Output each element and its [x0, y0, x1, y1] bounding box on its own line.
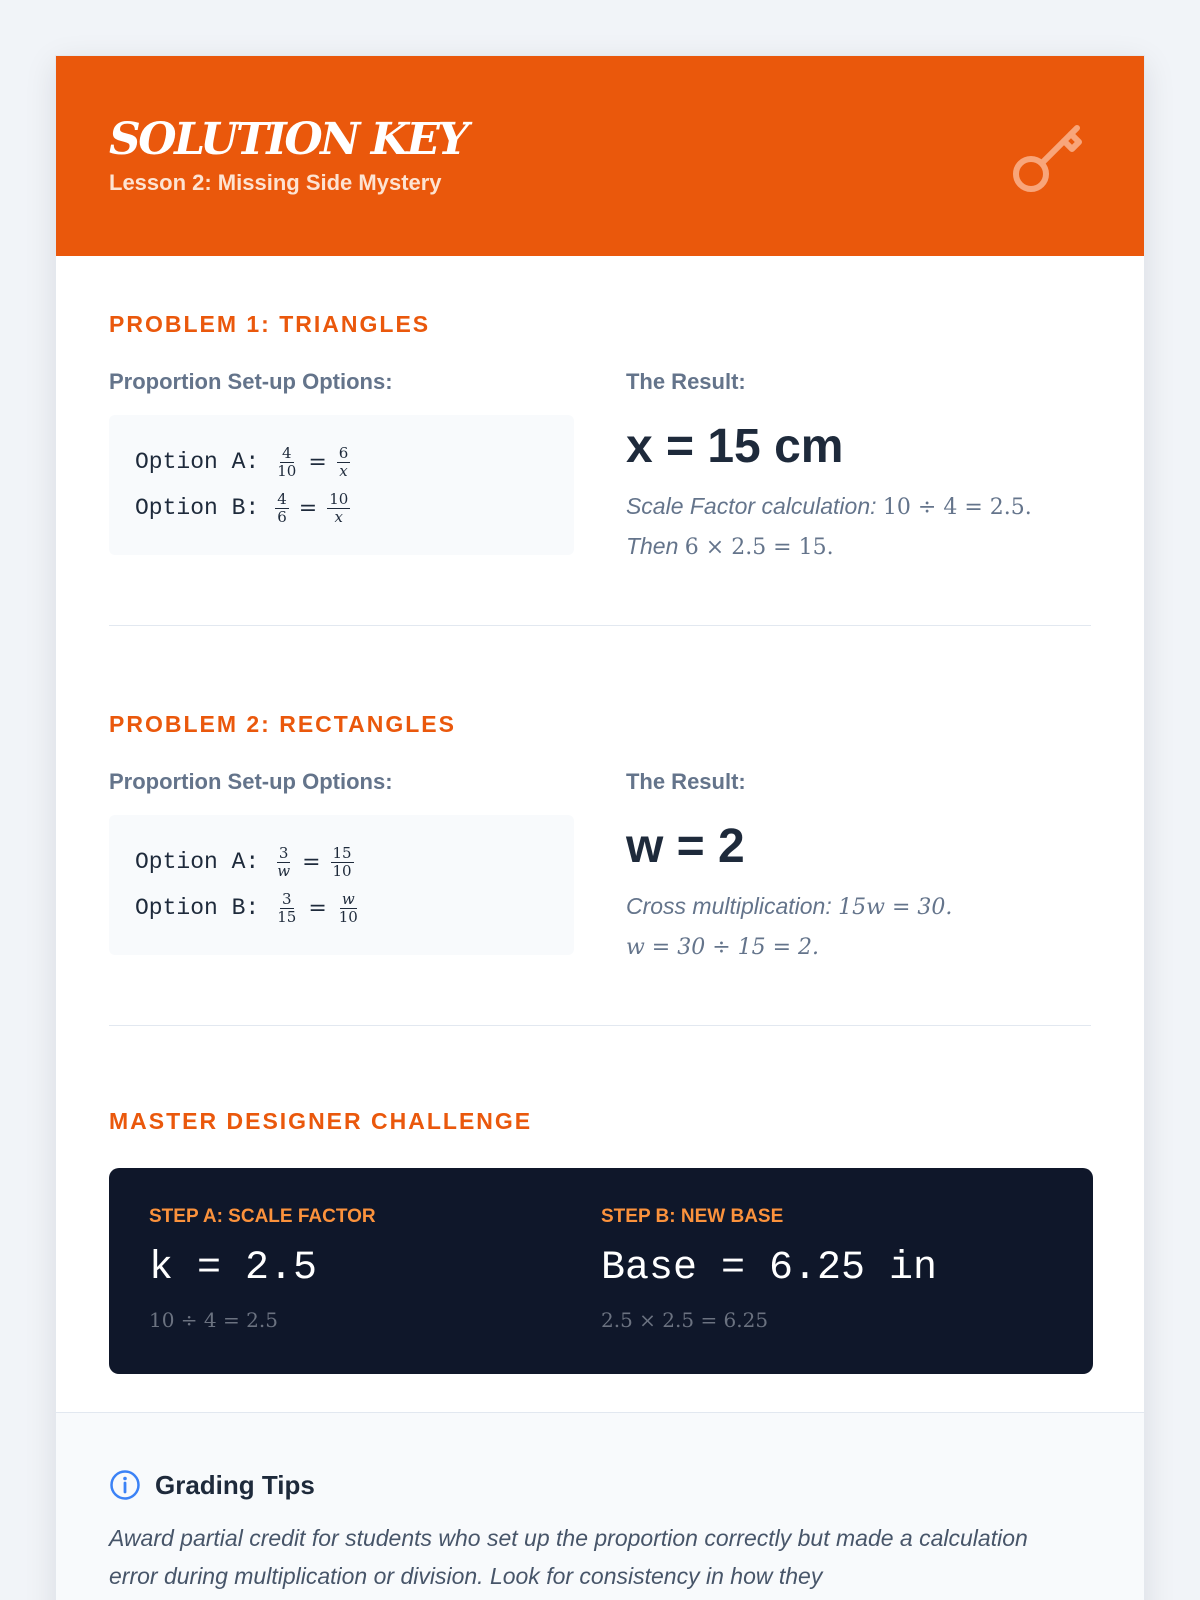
section-title: PROBLEM 1: TRIANGLES [109, 311, 431, 337]
result-column [626, 369, 1091, 567]
step-a [149, 1206, 601, 1374]
options-label: Proportion Set-up Options: [109, 769, 393, 794]
problem-2-section [109, 626, 1091, 1026]
numerator: w [341, 889, 355, 908]
fraction [331, 845, 354, 880]
options-label: Proportion Set-up Options: [109, 369, 393, 394]
denominator: 15 [277, 907, 297, 926]
result-label: The Result: [625, 769, 746, 794]
step-value: k = 2.5 [149, 1246, 318, 1291]
result-explanation [626, 887, 1091, 967]
numerator: 4 [282, 443, 292, 462]
result-column [626, 769, 1091, 967]
option-label: Option A: [135, 449, 260, 475]
result-label: The Result: [625, 369, 746, 394]
problem-grid [109, 369, 1091, 567]
grading-tips-panel [56, 1412, 1144, 1600]
options-box [109, 815, 574, 955]
explain-math: 15w = 30. [838, 895, 953, 920]
numerator: 6 [338, 443, 349, 462]
result-explanation [626, 487, 1091, 567]
numerator: 10 [329, 489, 349, 508]
fraction [337, 445, 351, 480]
denominator: 10 [277, 461, 297, 480]
key-icon [1009, 118, 1089, 198]
step-b [601, 1206, 1053, 1374]
option-a [135, 439, 548, 485]
numerator: 3 [282, 889, 292, 908]
step-value: Base = 6.25 in [601, 1246, 938, 1291]
explain-prefix: Then [625, 533, 679, 559]
fraction [327, 491, 350, 526]
denominator: x [339, 461, 348, 480]
numerator: 3 [278, 843, 289, 862]
problem-grid [109, 769, 1091, 967]
result-value: x = 15 cm [625, 420, 844, 473]
explain-prefix: Scale Factor calculation: [625, 493, 877, 519]
content-body [56, 256, 1144, 1374]
explain-math: 10 ÷ 4 = 2.5. [882, 495, 1032, 520]
page-title: SOLUTION KEY [109, 114, 467, 165]
fraction [275, 491, 289, 526]
equals-sign: = [308, 449, 327, 475]
fraction [275, 845, 292, 880]
options-column [109, 769, 626, 967]
fraction [337, 891, 360, 926]
step-calculation: 2.5 × 2.5 = 6.25 [601, 1308, 769, 1332]
fraction [275, 445, 298, 480]
denominator: 10 [332, 861, 352, 880]
tips-title: Grading Tips [155, 1469, 315, 1500]
equals-sign: = [308, 895, 327, 921]
fraction [275, 891, 298, 926]
result-value: w = 2 [625, 820, 745, 873]
problem-1-section [109, 256, 1091, 626]
option-b [135, 485, 548, 531]
equals-sign: = [302, 849, 321, 875]
info-icon [109, 1469, 141, 1501]
challenge-section [109, 1026, 1091, 1374]
step-calculation: 10 ÷ 4 = 2.5 [149, 1308, 278, 1332]
denominator: 6 [277, 507, 287, 526]
section-title: MASTER DESIGNER CHALLENGE [109, 1108, 533, 1134]
equals-sign: = [298, 495, 318, 521]
denominator: 10 [338, 907, 358, 926]
numerator: 15 [332, 843, 352, 862]
options-column [109, 369, 626, 567]
option-label: Option A: [135, 849, 260, 875]
denominator: w [277, 861, 291, 880]
explain-math: 6 × 2.5 = 15. [684, 535, 834, 560]
numerator: 4 [277, 489, 287, 508]
solution-key-card [55, 55, 1145, 1600]
header-banner [56, 56, 1144, 256]
explain-prefix: Cross multiplication: [625, 893, 832, 919]
option-b [135, 885, 548, 931]
option-label: Option B: [135, 895, 260, 921]
challenge-box [109, 1168, 1093, 1374]
step-label: STEP A: SCALE FACTOR [149, 1206, 376, 1227]
step-label: STEP B: NEW BASE [601, 1206, 784, 1227]
option-label: Option B: [135, 495, 260, 521]
section-title: PROBLEM 2: RECTANGLES [109, 711, 456, 737]
page-subtitle: Lesson 2: Missing Side Mystery [109, 170, 442, 195]
denominator: x [334, 507, 343, 526]
tips-text: Award partial credit for students who set up the proportion correctly but made a calculation error during multiplication or division. Look for consistency in how they [109, 1525, 1028, 1589]
options-box [109, 415, 574, 555]
explain-math: w = 30 ÷ 15 = 2. [625, 935, 820, 960]
tips-header [109, 1465, 1091, 1505]
option-a [135, 839, 548, 885]
